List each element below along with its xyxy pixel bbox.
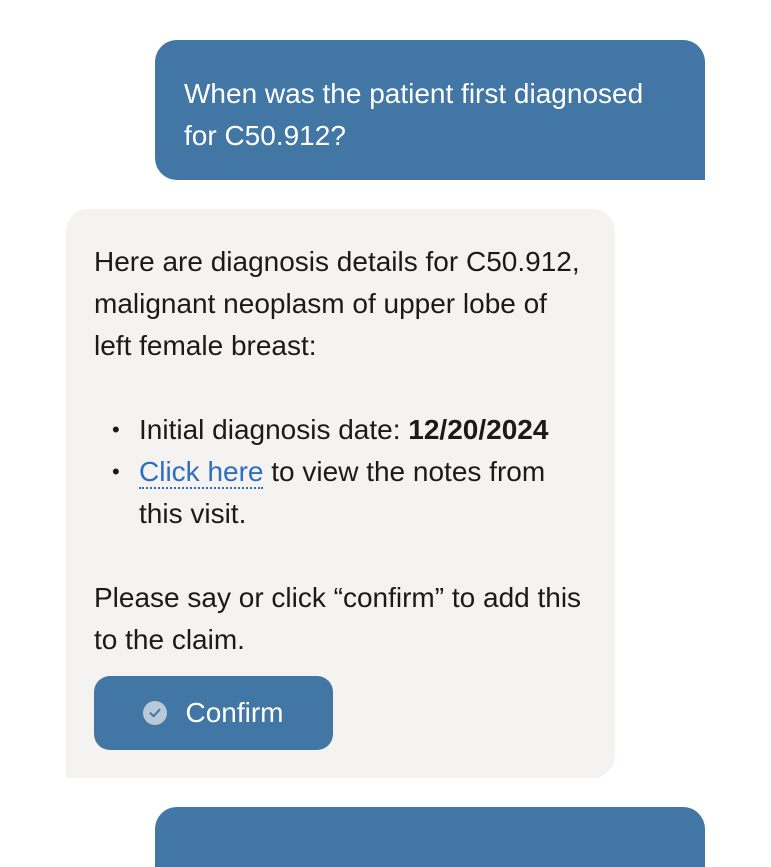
assistant-closing-text: Please say or click “confirm” to add this to the claim. [94,582,582,655]
list-item-visit-notes [94,451,587,535]
list-item-diagnosis-date [94,409,587,451]
diagnosis-details-list [94,409,587,535]
diagnosis-date-label: Initial diagnosis date: [139,414,409,445]
user-message-text: When was the patient first diagnosed for C50.912? [184,78,644,151]
bullet-icon: • [112,417,120,442]
user-message-bubble [155,40,705,180]
assistant-message-bubble [66,209,615,778]
confirm-button[interactable] [94,676,333,750]
bullet-icon: • [112,459,120,484]
confirm-button-label: Confirm [185,697,284,728]
diagnosis-date-value: 12/20/2024 [408,414,549,445]
check-circle-icon [143,701,167,725]
assistant-intro-text: Here are diagnosis details for C50.912, malignant neoplasm of upper lobe of left female breast: [94,246,580,361]
user-message-bubble-next [155,807,705,867]
view-notes-link[interactable]: Click here [139,456,264,487]
visit-notes-text: to view the notes from this visit. [139,456,546,529]
